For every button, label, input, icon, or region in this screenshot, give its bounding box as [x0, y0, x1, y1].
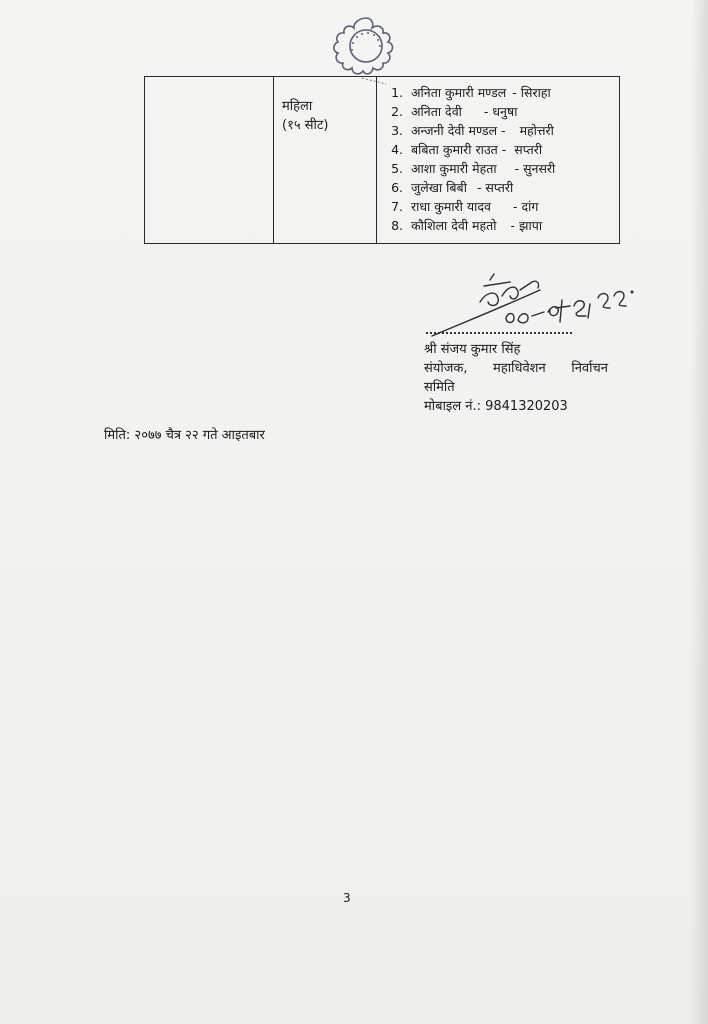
list-item: 8. कौशिला देवी महतो - झापा: [391, 218, 543, 233]
category-label: महिला: [282, 99, 313, 114]
list-item: 6. जुलेखा बिबी - सप्तरी: [391, 180, 514, 195]
list-item: 7. राधा कुमारी यादव - दांग: [391, 199, 539, 214]
table-cell-candidates: [377, 77, 620, 244]
list-item: 1. अनिता कुमारी मण्डल - सिराहा: [391, 85, 551, 100]
signer-role-word: निर्वाचन: [571, 361, 608, 376]
table-row: [145, 77, 620, 244]
list-item: 2. अनिता देवी - धनुषा: [391, 104, 518, 119]
signer-mobile: मोबाइल नं.: 9841320203: [424, 399, 568, 414]
candidate-table: [144, 76, 620, 244]
signer-role-word: महाधिवेशन: [493, 361, 546, 376]
table-cell-blank: [145, 77, 274, 244]
candidate-list: [377, 77, 619, 235]
seat-count: (१५ सीट): [282, 118, 329, 133]
signer-name: श्री संजय कुमार सिंह: [424, 342, 521, 357]
signer-role: [424, 359, 608, 378]
signer-block: [424, 340, 614, 416]
signer-role-line2: समिति: [424, 380, 455, 395]
signer-role-word: संयोजक,: [424, 361, 468, 376]
signature-dotted-line: [426, 332, 572, 334]
page-edge-shadow: [690, 0, 708, 1024]
list-item: 5. आशा कुमारी मेहता - सुनसरी: [391, 161, 556, 176]
list-item: 4. बबिता कुमारी राउत - सप्तरी: [391, 142, 543, 157]
document-date: मिति: २०७७ चैत्र २२ गते आइतबार: [104, 428, 265, 443]
table-cell-category: [274, 77, 377, 244]
list-item: 3. अन्जनी देवी मण्डल - महोत्तरी: [391, 123, 554, 138]
page-number: 3: [343, 891, 351, 905]
